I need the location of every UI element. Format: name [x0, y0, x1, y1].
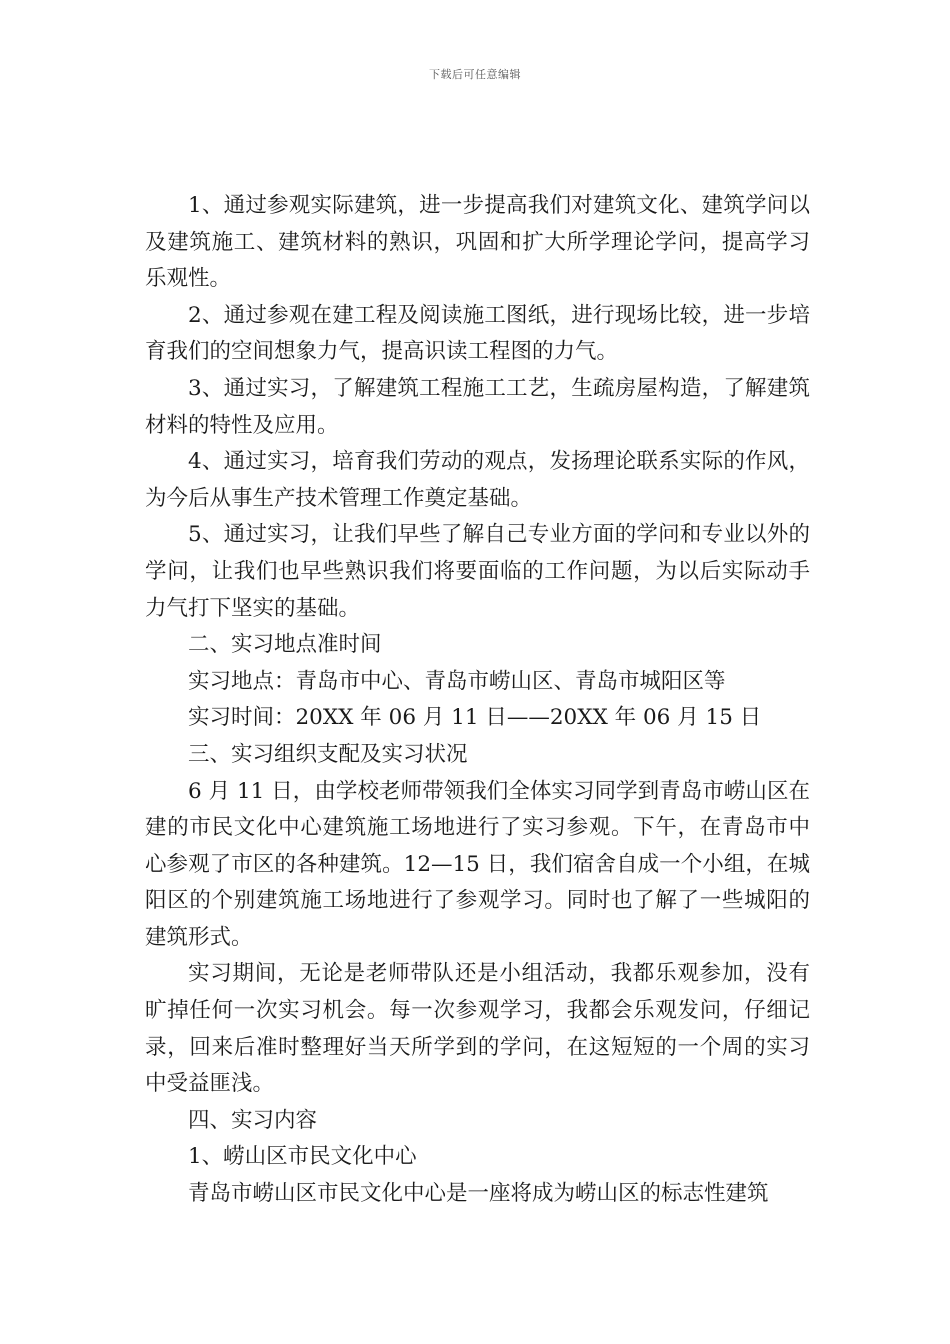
subheading-cultural-center: 1、崂山区市民文化中心	[188, 1144, 417, 1170]
paragraph-goal-1: 1、通过参观实际建筑，进一步提高我们对建筑文化、建筑学问以及建筑施工、建筑材料的熟识，巩固和扩大所学理论学问，提高学习乐观性。	[145, 193, 810, 292]
section-heading-location-time: 二、实习地点准时间	[188, 632, 382, 658]
paragraph-time: 实习时间：20XX 年 06 月 11 日——20XX 年 06 月 15 日	[188, 705, 762, 731]
paragraph-goal-4: 4、通过实习，培育我们劳动的观点，发扬理论联系实际的作风，为今后从事生产技术管理工作奠定基础。	[145, 449, 810, 511]
paragraph-goal-3: 3、通过实习，了解建筑工程施工工艺，生疏房屋构造，了解建筑材料的特性及应用。	[145, 375, 810, 438]
paragraph-goal-2: 2、通过参观在建工程及阅读施工图纸，进行现场比较，进一步培育我们的空间想象力气，提高识读工程图的力气。	[145, 302, 810, 365]
paragraph-cultural-center: 青岛市崂山区市民文化中心是一座将成为崂山区的标志性建筑	[188, 1181, 769, 1207]
page-header: 下载后可任意编辑	[429, 68, 521, 81]
paragraph-participation: 实习期间，无论是老师带队还是小组活动，我都乐观参加，没有旷掉任何一次实习机会。每一次参观学习，我都会乐观发问，仔细记录，回来后准时整理好当天所学到的学问，在这短短的一个周的实习中受益匪浅。	[145, 961, 810, 1097]
paragraph-organization: 6 月 11 日，由学校老师带领我们全体实习同学到青岛市崂山区在建的市民文化中心建筑施工场地进行了实习参观。下午，在青岛市中心参观了市区的各种建筑。12—15 日，我们宿舍自成一个小组，在城阳区的个别建筑施工场地进行了参观学习。同时也了解了一些城阳的建筑形式。	[145, 778, 810, 950]
section-heading-organization: 三、实习组织支配及实习状况	[188, 741, 468, 767]
paragraph-location: 实习地点：青岛市中心、青岛市崂山区、青岛市城阳区等	[188, 668, 726, 694]
paragraph-goal-5: 5、通过实习，让我们早些了解自己专业方面的学问和专业以外的学问，让我们也早些熟识我们将要面临的工作问题，为以后实际动手力气打下坚实的基础。	[145, 522, 810, 621]
document-body	[145, 188, 810, 1213]
section-heading-content: 四、实习内容	[188, 1107, 318, 1133]
